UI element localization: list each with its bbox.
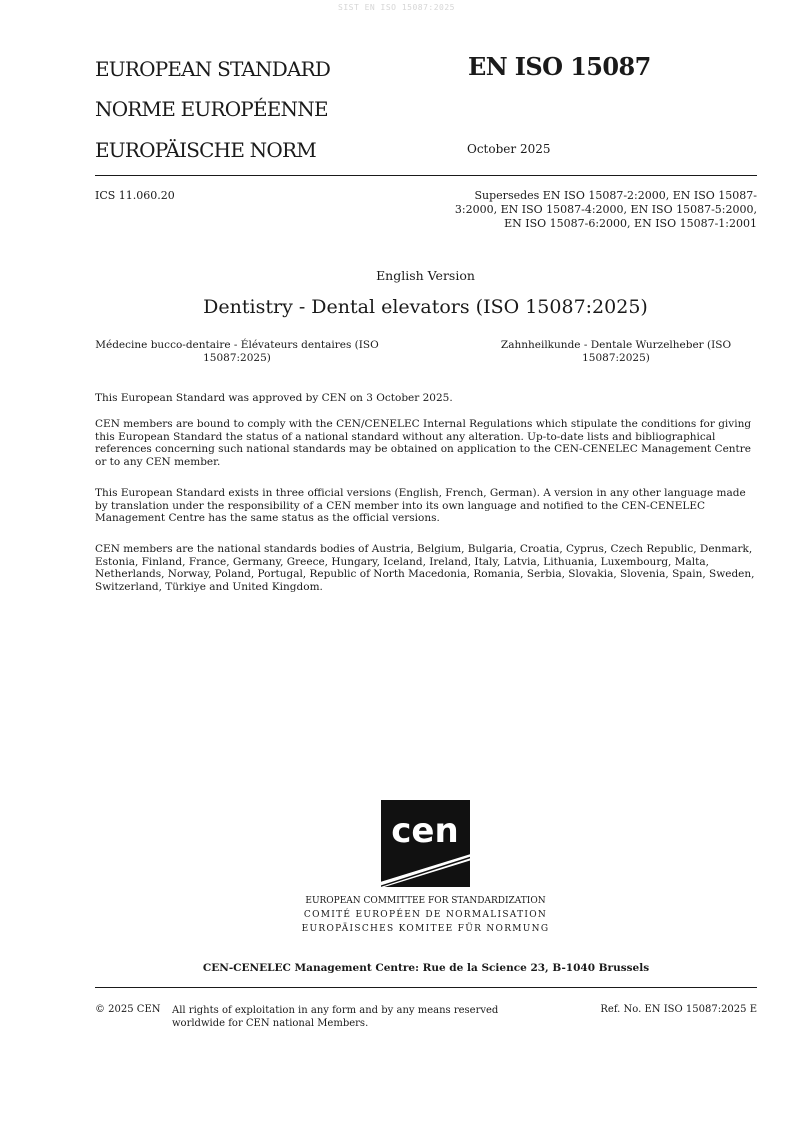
- standard-name-en: EUROPEAN STANDARD: [95, 57, 331, 81]
- rights-statement: All rights of exploitation in any form and by any means reserved worldwide for CEN national Members.: [172, 1005, 499, 1029]
- reference-number: Ref. No. EN ISO 15087:2025 E: [600, 1004, 757, 1015]
- standard-name-fr: NORME EUROPÉENNE: [95, 97, 328, 121]
- copyright: © 2025 CEN: [95, 1004, 161, 1015]
- document-number: EN ISO 15087: [468, 52, 651, 81]
- regulations-paragraph: CEN members are bound to comply with the CEN/CENELEC Internal Regulations which stipulate the conditions for giving this European Standard the status of a national standard without any alteration. Up-to-date lists and bibliographical references concerning such national standards may be obtained on application to the CEN-CENELEC Management Centre or to any CEN member.: [95, 418, 752, 468]
- committee-name-fr: COMITÉ EUROPÉEN DE NORMALISATION: [303, 910, 548, 920]
- watermark: SIST EN ISO 15087:2025: [338, 3, 455, 12]
- supersedes-note: Supersedes EN ISO 15087-2:2000, EN ISO 15087-3:2000, EN ISO 15087-4:2000, EN ISO 15087-5:2000, EN ISO 15087-6:2000, EN ISO 15087-1:2001: [454, 189, 757, 230]
- members-paragraph: CEN members are the national standards bodies of Austria, Belgium, Bulgaria, Croatia, Cyprus, Czech Republic, Denmark, Estonia, Finland, France, Germany, Greece, Hungary, Iceland, Ireland, Italy, Latvia, Lithuania, Luxembourg, Malta, Netherlands, Norway, Poland, Portugal, Republic of North Macedonia, Romania, Serbia, Slovakia, Slovenia, Spain, Sweden, Switzerland, Türkiye and United Kingdom.: [95, 543, 755, 593]
- committee-name-en: EUROPEAN COMMITTEE FOR STANDARDIZATION: [305, 896, 546, 906]
- cen-logo: [381, 800, 470, 887]
- document-title: Dentistry - Dental elevators (ISO 15087:2025): [203, 296, 648, 318]
- title-french: Médecine bucco-dentaire - Élévateurs dentaires (ISO 15087:2025): [95, 339, 379, 364]
- ics-code: ICS 11.060.20: [95, 189, 175, 202]
- standard-name-de: EUROPÄISCHE NORM: [95, 138, 316, 162]
- cen-logo-text: cen: [391, 811, 459, 851]
- committee-name-de: EUROPÄISCHES KOMITEE FÜR NORMUNG: [301, 924, 550, 934]
- publication-date: October 2025: [467, 142, 551, 156]
- footer-divider: [95, 987, 757, 988]
- management-centre-address: CEN-CENELEC Management Centre: Rue de la Science 23, B-1040 Brussels: [202, 962, 650, 974]
- versions-paragraph: This European Standard exists in three official versions (English, French, German). A version in any other language made by translation under the responsibility of a CEN member into its own language and notified to the CEN-CENELEC Management Centre has the same status as the official versions.: [95, 487, 746, 524]
- version-label: English Version: [376, 268, 475, 283]
- approval-paragraph: This European Standard was approved by CEN on 3 October 2025.: [95, 392, 453, 404]
- header-divider: [95, 175, 757, 176]
- title-german: Zahnheilkunde - Dentale Wurzelheber (ISO 15087:2025): [500, 339, 732, 364]
